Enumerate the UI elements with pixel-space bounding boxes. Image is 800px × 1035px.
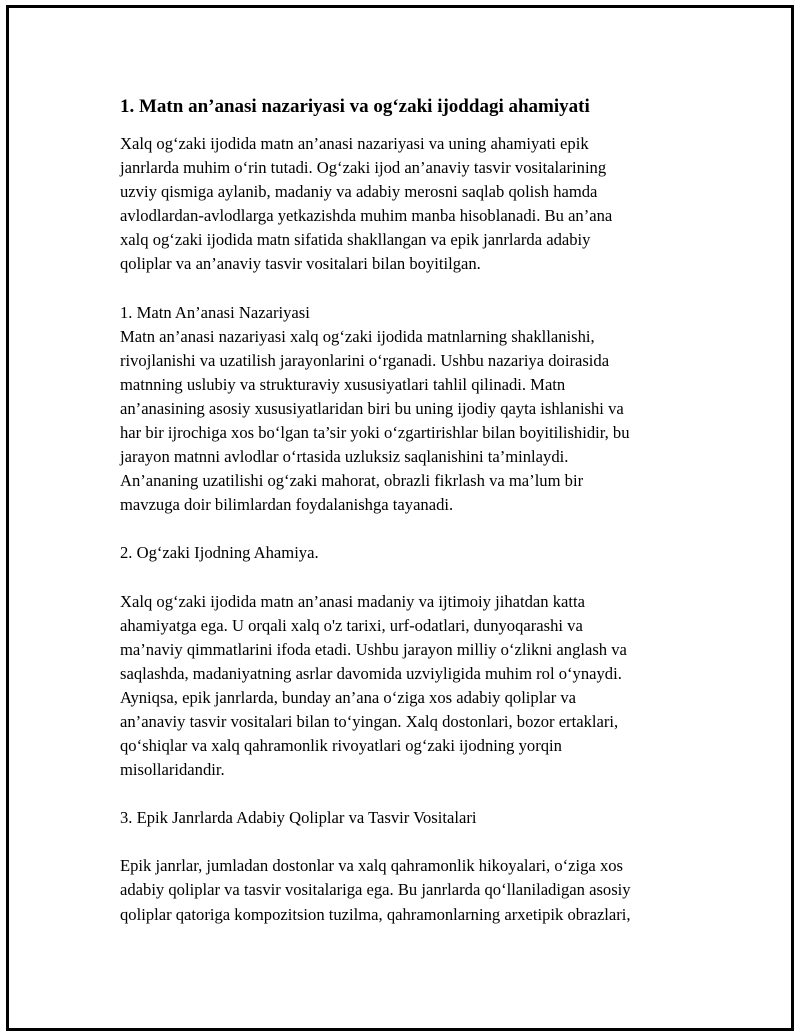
document-page [6, 5, 794, 1031]
paragraph-spacer [120, 830, 690, 854]
section-3-heading: 3. Epik Janrlarda Adabiy Qoliplar va Tasvir Vositalari [120, 808, 477, 828]
paragraph-spacer [120, 517, 690, 541]
paragraph-spacer [120, 566, 690, 590]
document-title: 1. Matn an’anasi nazariyasi va og‘zaki ijoddagi ahamiyati [120, 96, 590, 117]
intro-paragraph: Xalq og‘zaki ijodida matn an’anasi nazariyasi va uning ahamiyati epik janrlarda muhim o‘rin tutadi. Og‘zaki ijod an’anaviy tasvir vositalarining uzviy qismiga aylanib, madaniy va adabiy merosni saqlab qolish hamda avlodlardan-avlodlarga yetkazishda muhim manba hisoblanadi. Bu an’ana xalq og‘zaki ijodida matn sifatida shakllangan va epik janrlarda adabiy qoliplar va an’anaviy tasvir vositalari bilan boyitilgan. [120, 134, 613, 274]
paragraph-spacer [120, 277, 690, 301]
section-2-heading: 2. Og‘zaki Ijodning Ahamiya. [120, 543, 319, 563]
section-2-body: Xalq og‘zaki ijodida matn an’anasi madaniy va ijtimoiy jihatdan katta ahamiyatga ega. U orqali xalq o'z tarixi, urf-odatlari, dunyoqarashi va ma’naviy qimmatlarini ifoda etadi. Ushbu jarayon milliy o‘zlikni anglash va saqlashda, madaniyatning asrlar davomida uzviyligida muhim rol o‘ynaydi. Ayniqsa, epik janrlarda, bunday an’ana o‘ziga xos adabiy qoliplar va an’anaviy tasvir vositalari bilan to‘yingan. Xalq dostonlari, bozor ertaklari, qo‘shiqlar va xalq qahramonlik rivoyatlari og‘zaki ijodning yorqin misollaridandir. [120, 591, 627, 780]
paragraph-spacer [120, 782, 690, 806]
document-content [120, 94, 690, 927]
section-1-body: Matn an’anasi nazariyasi xalq og‘zaki ijodida matnlarning shakllanishi, rivojlanishi va uzatilish jarayonlarini o‘rganadi. Ushbu nazariya doirasida matnning uslubiy va strukturaviy xususiyatlari tahlil qilinadi. Matn an’anasining asosiy xususiyatlaridan biri bu uning ijodiy qayta ishlanishi va har bir ijrochiga xos bo‘lgan ta’sir yoki o‘zgartirishlar bilan boyitilishidir, bu jarayon matnni avlodlar o‘rtasida uzluksiz saqlanishini ta’minlaydi. An’ananing uzatilishi og‘zaki mahorat, obrazli fikrlash va ma’lum bir mavzuga doir bilimlardan foydalanishga tayanadi. [120, 326, 630, 515]
section-1-heading: 1. Matn An’anasi Nazariyasi [120, 302, 310, 322]
section-3-body: Epik janrlar, jumladan dostonlar va xalq qahramonlik hikoyalari, o‘ziga xos adabiy qoliplar va tasvir vositalariga ega. Bu janrlarda qo‘llaniladigan asosiy qoliplar qatoriga kompozitsion tuzilma, qahramonlarning arxetipik obrazlari, [120, 856, 631, 924]
